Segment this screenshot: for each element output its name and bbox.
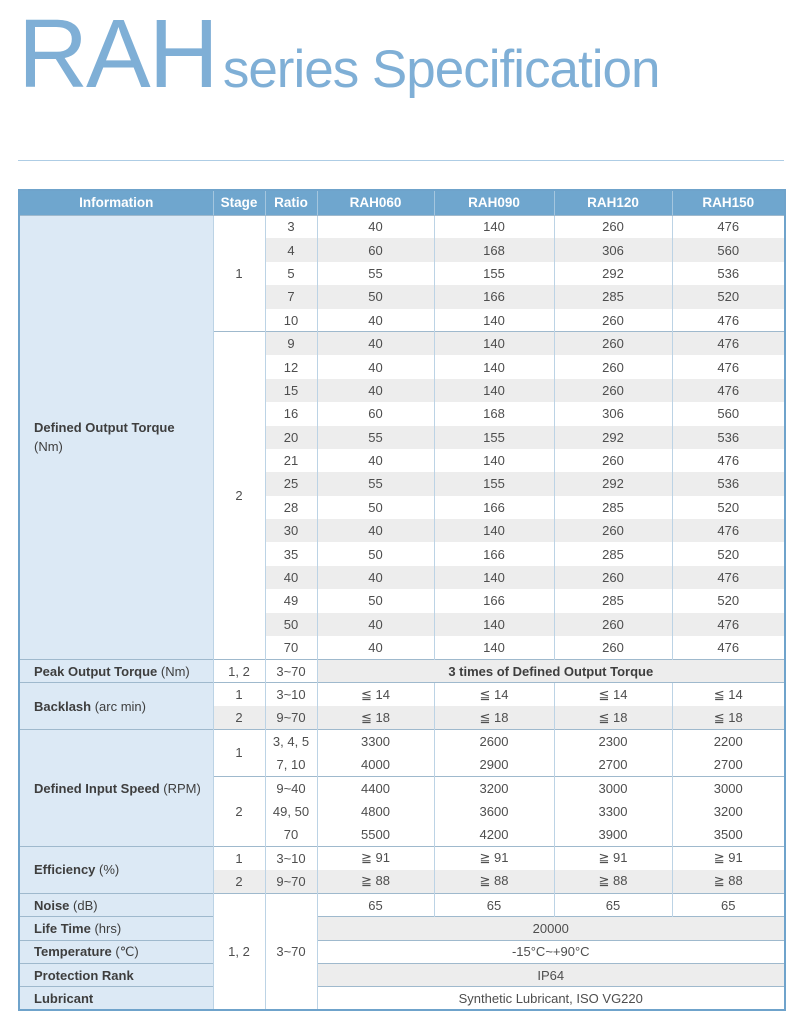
lubricant-row	[19, 987, 785, 1010]
torque-value-cell: 520	[672, 496, 785, 519]
backlash-value-cell: ≦ 14	[434, 683, 554, 706]
torque-value-cell: 285	[554, 589, 672, 612]
backlash-ratio-cell: 9~70	[265, 706, 317, 729]
row-label-noise	[19, 893, 213, 916]
torque-value-cell: 260	[554, 309, 672, 332]
label-unit: (℃)	[115, 944, 139, 960]
label-text: Temperature	[34, 944, 112, 960]
noise-value-cell: 65	[317, 893, 434, 916]
torque-ratio-cell: 28	[265, 496, 317, 519]
life-time-row	[19, 917, 785, 940]
torque-ratio-cell: 70	[265, 636, 317, 659]
bottom-stage-cell: 1, 2	[213, 893, 265, 1010]
col-header-information: Information	[19, 190, 213, 215]
torque-value-cell: 520	[672, 285, 785, 308]
torque-value-cell: 140	[434, 332, 554, 355]
torque-value-cell: 40	[317, 636, 434, 659]
input-speed-value-cell: 4000	[317, 753, 434, 776]
backlash-value-cell: ≦ 14	[672, 683, 785, 706]
noise-value-cell: 65	[554, 893, 672, 916]
bottom-ratio-cell: 3~70	[265, 893, 317, 1010]
torque-value-cell: 536	[672, 472, 785, 495]
input-speed-ratio-cell: 49, 50	[265, 800, 317, 823]
torque-value-cell: 476	[672, 355, 785, 378]
noise-value-cell: 65	[434, 893, 554, 916]
efficiency-value-cell: ≧ 88	[672, 870, 785, 893]
efficiency-value-cell: ≧ 91	[317, 847, 434, 870]
torque-value-cell: 520	[672, 589, 785, 612]
backlash-value-cell: ≦ 14	[554, 683, 672, 706]
torque-value-cell: 560	[672, 238, 785, 261]
label-unit: (hrs)	[94, 920, 122, 936]
specification-table	[18, 189, 786, 1011]
torque-value-cell: 476	[672, 449, 785, 472]
efficiency-value-cell: ≧ 91	[554, 847, 672, 870]
torque-value-cell: 140	[434, 309, 554, 332]
peak-ratio-cell: 3~70	[265, 659, 317, 682]
torque-value-cell: 40	[317, 613, 434, 636]
label-text: Backlash	[34, 698, 92, 714]
input-speed-value-cell: 2300	[554, 730, 672, 753]
torque-ratio-cell: 12	[265, 355, 317, 378]
torque-value-cell: 285	[554, 285, 672, 308]
backlash-value-cell: ≦ 18	[672, 706, 785, 729]
input-speed-row	[19, 730, 785, 753]
torque-value-cell: 536	[672, 262, 785, 285]
torque-value-cell: 476	[672, 519, 785, 542]
torque-value-cell: 50	[317, 542, 434, 565]
torque-ratio-cell: 30	[265, 519, 317, 542]
protection-rank-value-cell: IP64	[317, 964, 785, 987]
torque-value-cell: 476	[672, 613, 785, 636]
col-header-stage: Stage	[213, 190, 265, 215]
input-speed-ratio-cell: 9~40	[265, 776, 317, 799]
input-speed-value-cell: 5500	[317, 823, 434, 846]
input-speed-value-cell: 2900	[434, 753, 554, 776]
torque-stage-cell: 2	[213, 332, 265, 659]
label-text: Defined Output Torque	[34, 420, 175, 436]
input-speed-value-cell: 2200	[672, 730, 785, 753]
torque-ratio-cell: 4	[265, 238, 317, 261]
label-text: Peak Output Torque	[34, 663, 158, 679]
input-speed-value-cell: 3000	[672, 776, 785, 799]
torque-ratio-cell: 3	[265, 215, 317, 238]
label-unit: (arc min)	[94, 698, 146, 714]
torque-value-cell: 476	[672, 379, 785, 402]
torque-value-cell: 55	[317, 472, 434, 495]
efficiency-stage-cell: 2	[213, 870, 265, 893]
torque-value-cell: 476	[672, 566, 785, 589]
label-text: Noise	[34, 897, 70, 913]
torque-value-cell: 306	[554, 402, 672, 425]
efficiency-ratio-cell: 9~70	[265, 870, 317, 893]
col-header-ratio: Ratio	[265, 190, 317, 215]
torque-value-cell: 260	[554, 613, 672, 636]
row-label-backlash	[19, 683, 213, 730]
torque-ratio-cell: 50	[265, 613, 317, 636]
torque-value-cell: 476	[672, 215, 785, 238]
backlash-ratio-cell: 3~10	[265, 683, 317, 706]
efficiency-value-cell: ≧ 91	[672, 847, 785, 870]
row-label-protection-rank	[19, 964, 213, 987]
torque-value-cell: 40	[317, 215, 434, 238]
input-speed-value-cell: 2600	[434, 730, 554, 753]
torque-value-cell: 140	[434, 613, 554, 636]
input-speed-ratio-cell: 7, 10	[265, 753, 317, 776]
torque-value-cell: 476	[672, 332, 785, 355]
torque-value-cell: 260	[554, 332, 672, 355]
torque-value-cell: 40	[317, 309, 434, 332]
torque-value-cell: 155	[434, 426, 554, 449]
torque-value-cell: 50	[317, 496, 434, 519]
torque-value-cell: 140	[434, 449, 554, 472]
backlash-value-cell: ≦ 18	[317, 706, 434, 729]
label-unit: (Nm)	[34, 439, 63, 455]
peak-value-cell: 3 times of Defined Output Torque	[317, 659, 785, 682]
input-speed-stage-cell: 1	[213, 730, 265, 777]
torque-stage-cell: 1	[213, 215, 265, 332]
lubricant-value-cell: Synthetic Lubricant, ISO VG220	[317, 987, 785, 1010]
torque-value-cell: 40	[317, 355, 434, 378]
torque-ratio-cell: 40	[265, 566, 317, 589]
torque-value-cell: 168	[434, 238, 554, 261]
efficiency-value-cell: ≧ 91	[434, 847, 554, 870]
title-divider	[18, 160, 784, 161]
efficiency-value-cell: ≧ 88	[554, 870, 672, 893]
backlash-value-cell: ≦ 18	[434, 706, 554, 729]
col-header-rah090: RAH090	[434, 190, 554, 215]
torque-ratio-cell: 25	[265, 472, 317, 495]
input-speed-ratio-cell: 3, 4, 5	[265, 730, 317, 753]
row-label-lubricant	[19, 987, 213, 1010]
row-label-defined-output-torque	[19, 215, 213, 659]
torque-value-cell: 260	[554, 355, 672, 378]
torque-value-cell: 536	[672, 426, 785, 449]
row-label-temperature	[19, 940, 213, 963]
torque-value-cell: 260	[554, 449, 672, 472]
torque-ratio-cell: 49	[265, 589, 317, 612]
input-speed-value-cell: 2700	[554, 753, 672, 776]
torque-ratio-cell: 10	[265, 309, 317, 332]
torque-value-cell: 140	[434, 379, 554, 402]
input-speed-value-cell: 3300	[554, 800, 672, 823]
title-series-code: RAH	[18, 0, 217, 108]
torque-value-cell: 40	[317, 566, 434, 589]
label-text: Protection Rank	[34, 967, 134, 983]
torque-value-cell: 285	[554, 496, 672, 519]
torque-value-cell: 140	[434, 355, 554, 378]
backlash-stage-cell: 2	[213, 706, 265, 729]
torque-value-cell: 168	[434, 402, 554, 425]
label-unit: (%)	[99, 862, 120, 878]
torque-value-cell: 140	[434, 215, 554, 238]
input-speed-value-cell: 3900	[554, 823, 672, 846]
torque-row	[19, 215, 785, 238]
col-header-rah060: RAH060	[317, 190, 434, 215]
col-header-rah120: RAH120	[554, 190, 672, 215]
torque-value-cell: 260	[554, 636, 672, 659]
torque-value-cell: 292	[554, 472, 672, 495]
torque-value-cell: 140	[434, 566, 554, 589]
torque-value-cell: 40	[317, 379, 434, 402]
temperature-value-cell: -15°C~+90°C	[317, 940, 785, 963]
torque-value-cell: 560	[672, 402, 785, 425]
torque-ratio-cell: 7	[265, 285, 317, 308]
input-speed-value-cell: 3200	[434, 776, 554, 799]
peak-output-torque-row	[19, 659, 785, 682]
torque-value-cell: 140	[434, 636, 554, 659]
input-speed-value-cell: 3500	[672, 823, 785, 846]
input-speed-value-cell: 4400	[317, 776, 434, 799]
input-speed-value-cell: 2700	[672, 753, 785, 776]
torque-ratio-cell: 16	[265, 402, 317, 425]
torque-value-cell: 166	[434, 285, 554, 308]
protection-rank-row	[19, 964, 785, 987]
torque-ratio-cell: 35	[265, 542, 317, 565]
efficiency-row-stage1	[19, 847, 785, 870]
efficiency-value-cell: ≧ 88	[434, 870, 554, 893]
label-text: Defined Input Speed	[34, 780, 160, 796]
table-header-row	[19, 190, 785, 215]
torque-ratio-cell: 20	[265, 426, 317, 449]
life-time-value-cell: 20000	[317, 917, 785, 940]
input-speed-stage-cell: 2	[213, 776, 265, 846]
input-speed-value-cell: 3200	[672, 800, 785, 823]
label-unit: (Nm)	[160, 663, 190, 679]
torque-value-cell: 306	[554, 238, 672, 261]
torque-value-cell: 476	[672, 309, 785, 332]
temperature-row	[19, 940, 785, 963]
backlash-value-cell: ≦ 14	[317, 683, 434, 706]
torque-value-cell: 50	[317, 285, 434, 308]
torque-value-cell: 55	[317, 426, 434, 449]
backlash-stage-cell: 1	[213, 683, 265, 706]
torque-ratio-cell: 21	[265, 449, 317, 472]
label-unit: (dB)	[73, 897, 98, 913]
torque-value-cell: 40	[317, 519, 434, 542]
torque-ratio-cell: 5	[265, 262, 317, 285]
efficiency-stage-cell: 1	[213, 847, 265, 870]
torque-value-cell: 50	[317, 589, 434, 612]
torque-value-cell: 166	[434, 542, 554, 565]
title-subtitle: series Specification	[222, 40, 660, 99]
torque-value-cell: 55	[317, 262, 434, 285]
torque-value-cell: 166	[434, 589, 554, 612]
torque-value-cell: 292	[554, 426, 672, 449]
torque-value-cell: 476	[672, 636, 785, 659]
row-label-peak-output-torque	[19, 659, 213, 682]
torque-value-cell: 260	[554, 519, 672, 542]
torque-value-cell: 292	[554, 262, 672, 285]
label-text: Life Time	[34, 920, 91, 936]
torque-value-cell: 260	[554, 379, 672, 402]
col-header-rah150: RAH150	[672, 190, 785, 215]
input-speed-value-cell: 3300	[317, 730, 434, 753]
torque-value-cell: 260	[554, 566, 672, 589]
torque-value-cell: 520	[672, 542, 785, 565]
torque-value-cell: 166	[434, 496, 554, 519]
torque-ratio-cell: 9	[265, 332, 317, 355]
torque-value-cell: 140	[434, 519, 554, 542]
backlash-row-stage1	[19, 683, 785, 706]
torque-value-cell: 40	[317, 332, 434, 355]
input-speed-value-cell: 3600	[434, 800, 554, 823]
efficiency-value-cell: ≧ 88	[317, 870, 434, 893]
torque-value-cell: 155	[434, 472, 554, 495]
noise-value-cell: 65	[672, 893, 785, 916]
row-label-efficiency	[19, 847, 213, 894]
input-speed-value-cell: 4800	[317, 800, 434, 823]
torque-value-cell: 260	[554, 215, 672, 238]
page-title	[18, 0, 783, 126]
input-speed-value-cell: 3000	[554, 776, 672, 799]
noise-row	[19, 893, 785, 916]
label-text: Lubricant	[34, 990, 94, 1006]
label-unit: (RPM)	[163, 780, 201, 796]
torque-value-cell: 60	[317, 238, 434, 261]
torque-value-cell: 155	[434, 262, 554, 285]
torque-value-cell: 60	[317, 402, 434, 425]
torque-value-cell: 285	[554, 542, 672, 565]
row-label-life-time	[19, 917, 213, 940]
torque-value-cell: 40	[317, 449, 434, 472]
backlash-value-cell: ≦ 18	[554, 706, 672, 729]
peak-stage-cell: 1, 2	[213, 659, 265, 682]
label-text: Efficiency	[34, 862, 96, 878]
input-speed-ratio-cell: 70	[265, 823, 317, 846]
input-speed-value-cell: 4200	[434, 823, 554, 846]
row-label-defined-input-speed	[19, 730, 213, 847]
torque-ratio-cell: 15	[265, 379, 317, 402]
efficiency-ratio-cell: 3~10	[265, 847, 317, 870]
